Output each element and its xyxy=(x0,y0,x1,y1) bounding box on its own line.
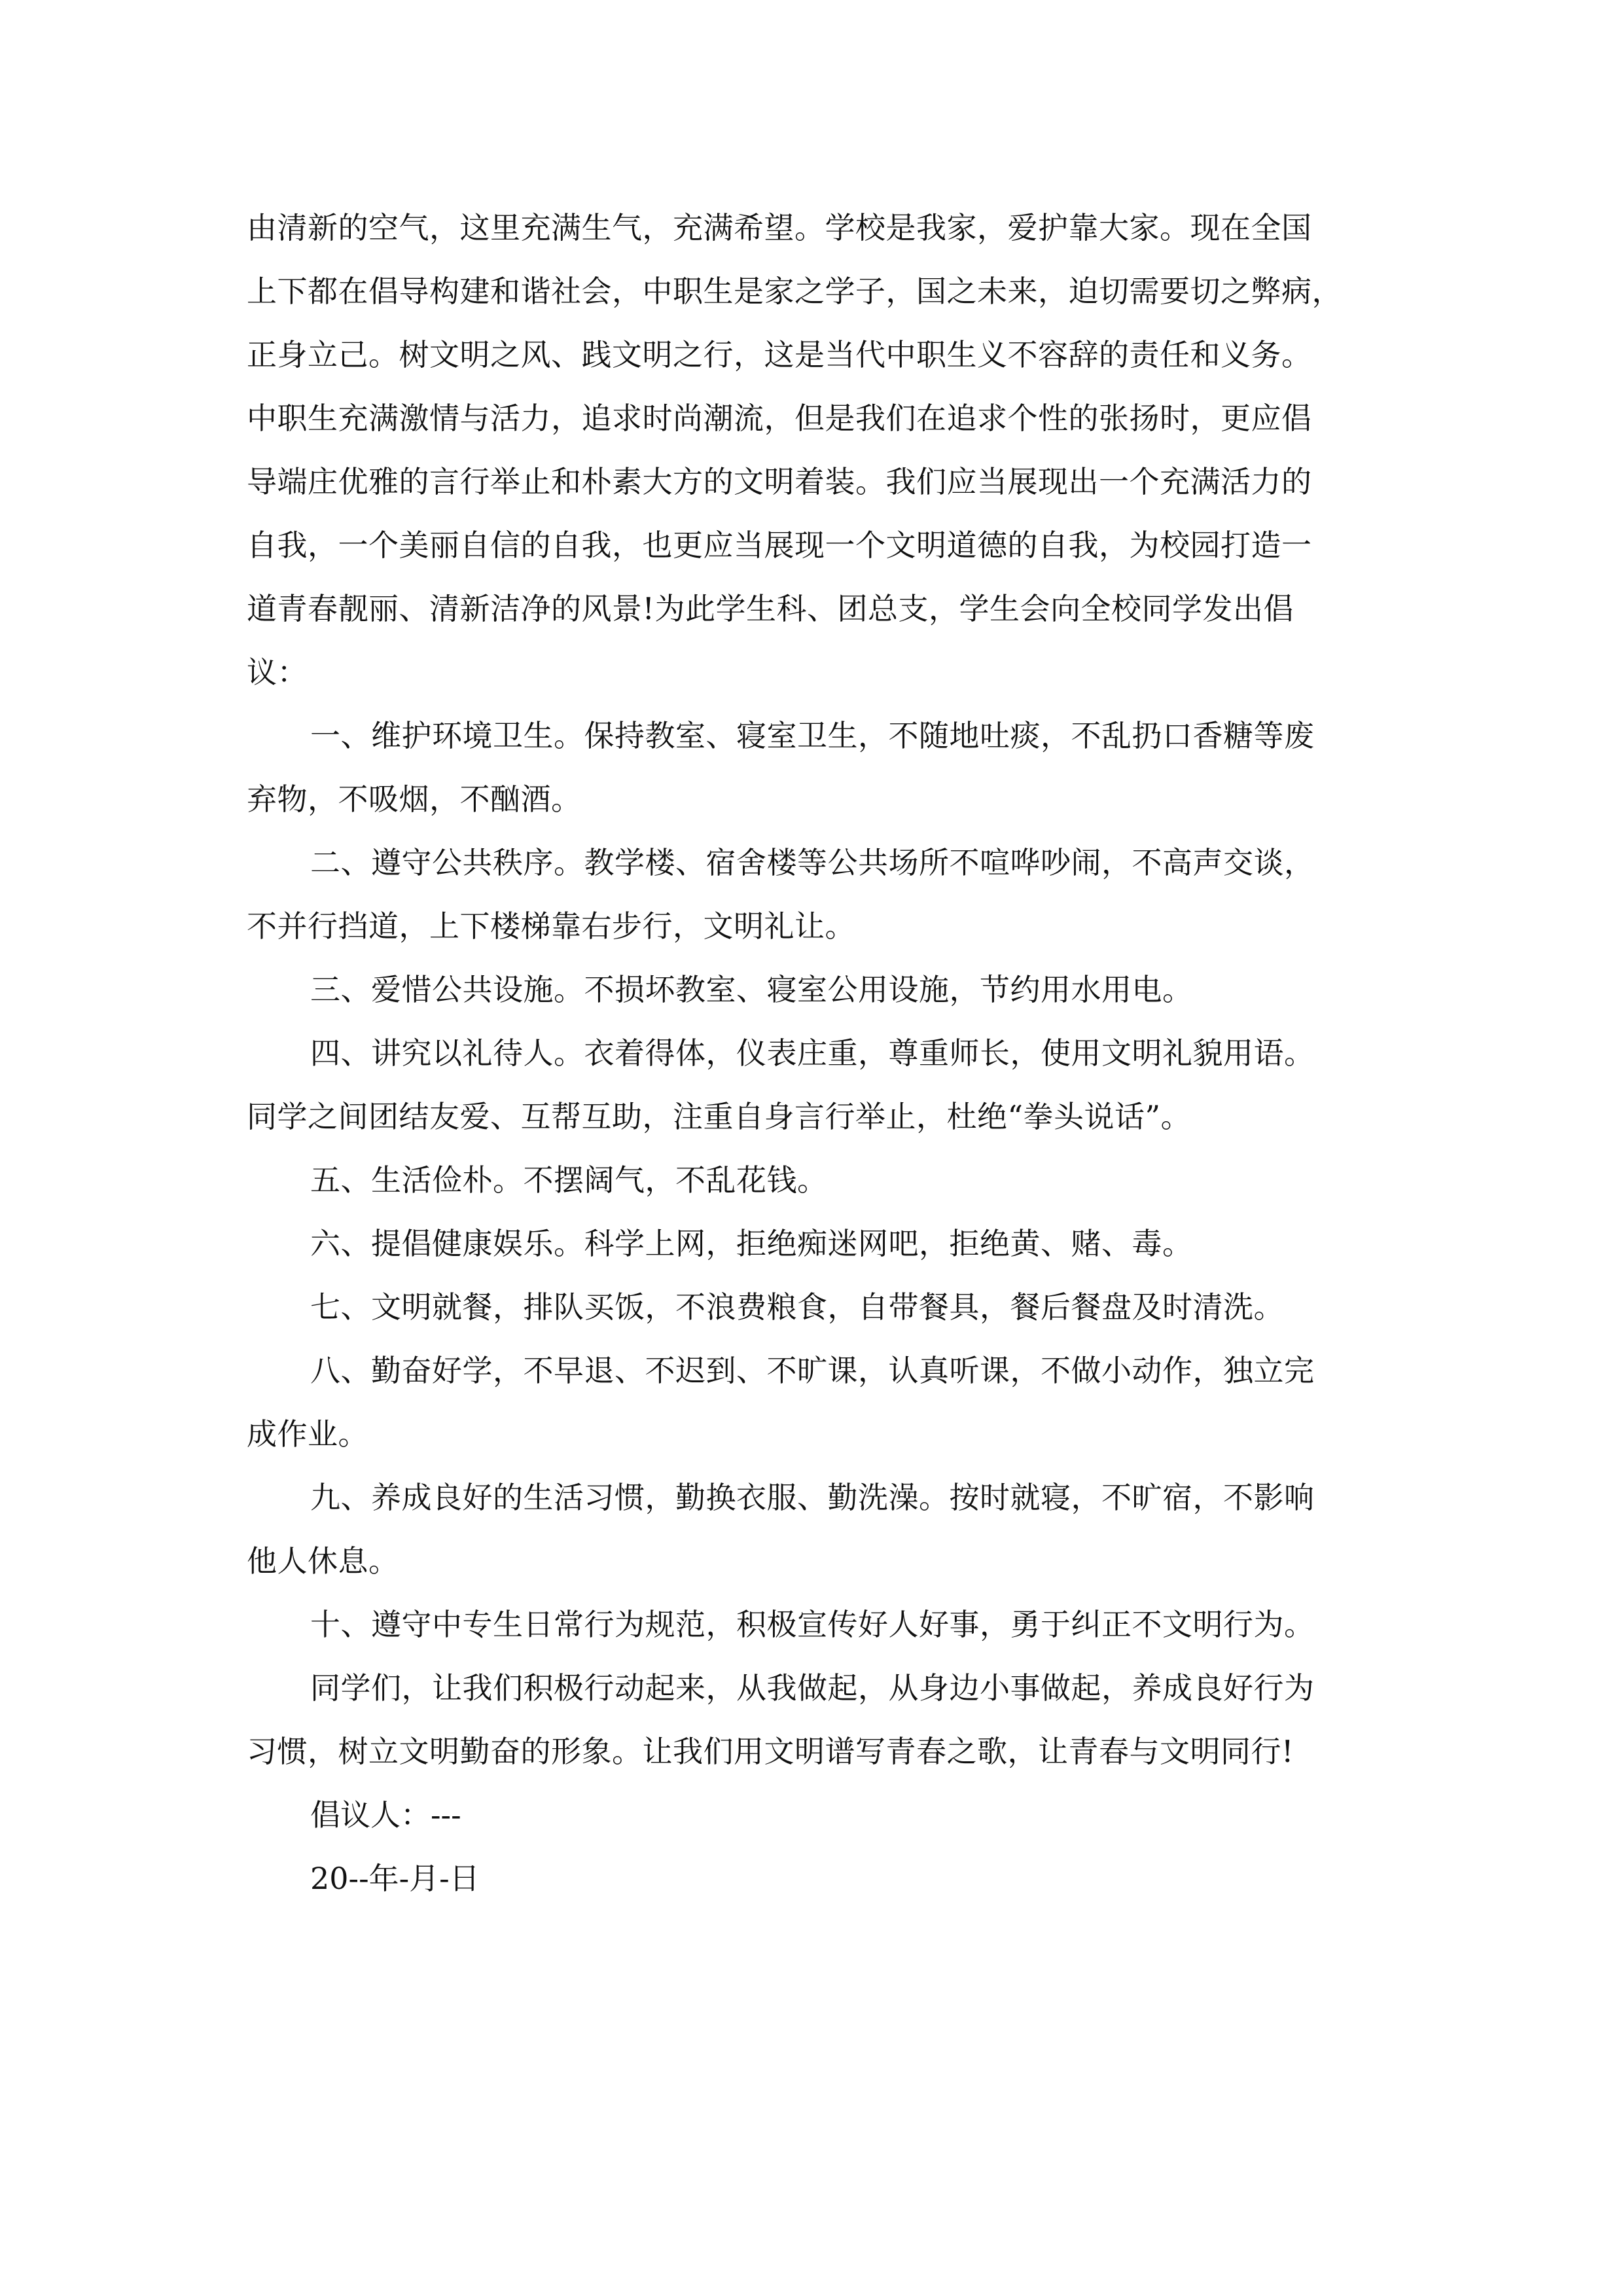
intro-line: 自我，一个美丽自信的自我，也更应当展现一个文明道德的自我，为校园打造一 xyxy=(247,528,1312,563)
proposal-line: 不并行挡道，上下楼梯靠右步行，文明礼让。 xyxy=(247,908,855,944)
intro-line: 上下都在倡导构建和谐社会，中职生是家之学子，国之未来，迫切需要切之弊病， xyxy=(247,274,1342,309)
intro-paragraph xyxy=(247,196,1379,704)
intro-line: 由清新的空气，这里充满生气，充满希望。学校是我家，爱护靠大家。现在全国 xyxy=(247,210,1312,245)
closing-line: 同学们，让我们积极行动起来，从我做起，从身边小事做起，养成良好行为 xyxy=(310,1670,1315,1706)
proposal-line: 弃物，不吸烟，不酗酒。 xyxy=(247,781,582,817)
proposal-item-10 xyxy=(247,1593,1379,1657)
intro-line: 导端庄优雅的言行举止和朴素大方的文明着装。我们应当展现出一个充满活力的 xyxy=(247,464,1312,499)
proposal-line: 二、遵守公共秩序。教学楼、宿舍楼等公共场所不喧哗吵闹，不高声交谈， xyxy=(310,845,1315,880)
proposal-line: 五、生活俭朴。不摆阔气，不乱花钱。 xyxy=(310,1162,828,1198)
document-body xyxy=(247,196,1379,1910)
closing-paragraph xyxy=(247,1657,1379,1784)
proposer-label: 倡议人：--- xyxy=(310,1797,461,1833)
intro-line: 正身立己。树文明之风、践文明之行，这是当代中职生义不容辞的责任和义务。 xyxy=(247,337,1312,372)
proposal-item-4 xyxy=(247,1022,1379,1149)
proposal-item-5 xyxy=(247,1149,1379,1212)
date-label: 20--年-月-日 xyxy=(310,1861,480,1896)
proposal-line: 七、文明就餐，排队买饭，不浪费粮食，自带餐具，餐后餐盘及时清洗。 xyxy=(310,1289,1284,1325)
proposal-item-7 xyxy=(247,1276,1379,1339)
proposal-item-3 xyxy=(247,958,1379,1022)
closing-line: 习惯，树立文明勤奋的形象。让我们用文明谱写青春之歌，让青春与文明同行! xyxy=(247,1734,1294,1769)
proposal-line: 十、遵守中专生日常行为规范，积极宣传好人好事，勇于纠正不文明行为。 xyxy=(310,1607,1315,1642)
proposal-line: 三、爱惜公共设施。不损坏教室、寝室公用设施，节约用水用电。 xyxy=(310,972,1193,1007)
intro-line: 道青春靓丽、清新洁净的风景!为此学生科、团总支，学生会向全校同学发出倡 xyxy=(247,591,1294,626)
proposal-line: 成作业。 xyxy=(247,1416,368,1452)
proposal-line: 同学之间团结友爱、互帮互助，注重自身言行举止，杜绝“拳头说话”。 xyxy=(247,1099,1192,1134)
proposal-item-2 xyxy=(247,831,1379,958)
proposal-item-9 xyxy=(247,1466,1379,1593)
proposal-line: 一、维护环境卫生。保持教室、寝室卫生，不随地吐痰，不乱扔口香糖等废 xyxy=(310,718,1315,753)
proposal-line: 四、讲究以礼待人。衣着得体，仪表庄重，尊重师长，使用文明礼貌用语。 xyxy=(310,1035,1315,1071)
signature-block xyxy=(247,1784,1379,1910)
proposal-item-1 xyxy=(247,704,1379,831)
proposal-item-8 xyxy=(247,1339,1379,1466)
intro-line: 中职生充满激情与活力，追求时尚潮流，但是我们在追求个性的张扬时，更应倡 xyxy=(247,401,1312,436)
proposal-line: 八、勤奋好学，不早退、不迟到、不旷课，认真听课，不做小动作，独立完 xyxy=(310,1353,1315,1388)
intro-line: 议： xyxy=(247,655,308,690)
proposal-line: 他人休息。 xyxy=(247,1543,399,1579)
proposal-item-6 xyxy=(247,1212,1379,1276)
proposal-line: 六、提倡健康娱乐。科学上网，拒绝痴迷网吧，拒绝黄、赌、毒。 xyxy=(310,1226,1193,1261)
proposal-line: 九、养成良好的生活习惯，勤换衣服、勤洗澡。按时就寝，不旷宿，不影响 xyxy=(310,1480,1315,1515)
